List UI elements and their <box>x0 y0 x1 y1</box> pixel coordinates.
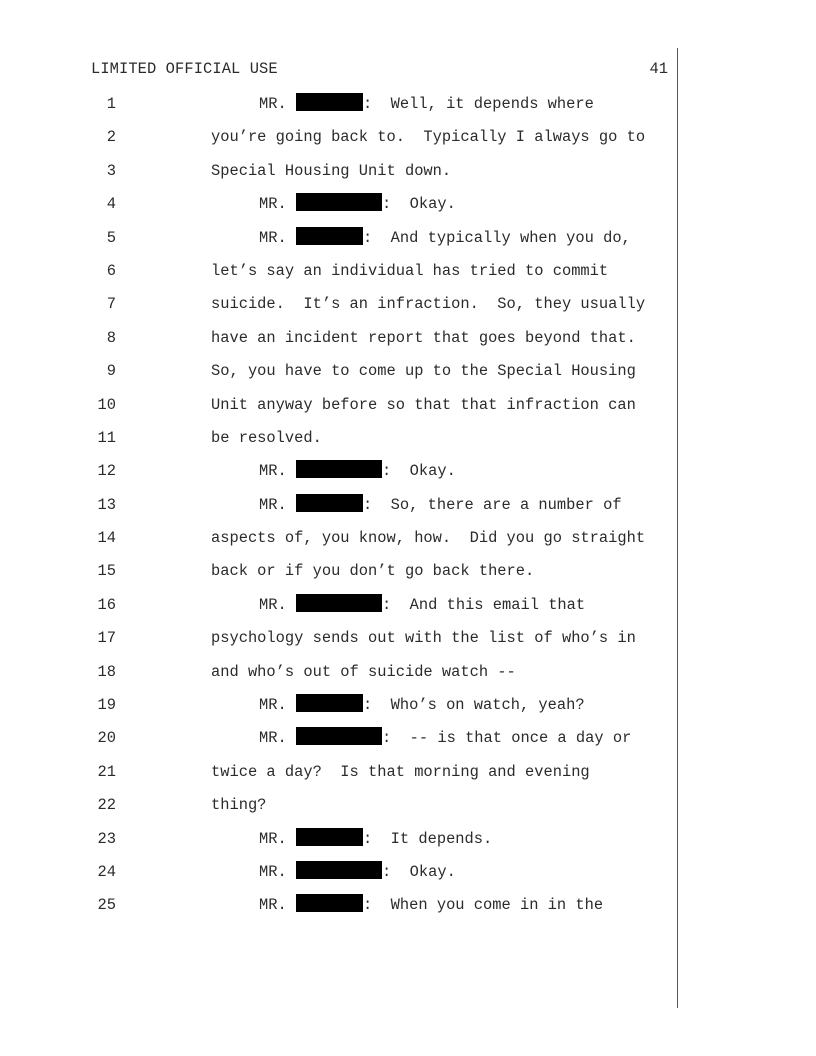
redacted-name <box>296 861 382 879</box>
transcript-line <box>0 660 676 693</box>
spoken-text: : And typically when you do, <box>362 228 631 247</box>
line-number: 2 <box>106 128 116 147</box>
spoken-text: be resolved. <box>211 428 322 447</box>
line-text <box>211 125 645 149</box>
speaker-prefix: MR. <box>259 696 296 715</box>
line-number: 17 <box>97 629 116 648</box>
line-number: 22 <box>97 796 116 815</box>
line-number: 14 <box>97 529 116 548</box>
speaker-prefix: MR. <box>259 862 296 881</box>
transcript-body <box>0 92 676 927</box>
transcript-line <box>0 125 676 158</box>
speaker-prefix: MR. <box>259 829 296 848</box>
line-text <box>211 760 590 784</box>
spoken-text: Special Housing Unit down. <box>211 161 452 180</box>
transcript-line <box>0 626 676 659</box>
redacted-name <box>296 594 382 612</box>
line-number: 25 <box>97 896 116 915</box>
spoken-text: twice a day? Is that morning and evening <box>211 762 590 781</box>
speaker-line-text <box>259 192 456 216</box>
redacted-name <box>296 894 363 912</box>
line-number: 7 <box>106 295 116 314</box>
transcript-line <box>0 192 676 225</box>
transcript-line <box>0 359 676 392</box>
line-text <box>211 359 636 383</box>
line-text <box>211 660 516 684</box>
spoken-text: thing? <box>211 796 267 815</box>
speaker-line-text <box>259 493 622 517</box>
transcript-line <box>0 493 676 526</box>
transcript-line <box>0 292 676 325</box>
right-margin-rule <box>677 48 678 1008</box>
line-text <box>211 626 636 650</box>
spoken-text: aspects of, you know, how. Did you go straight <box>211 529 646 548</box>
speaker-prefix: MR. <box>259 495 296 514</box>
line-number: 11 <box>97 428 116 447</box>
speaker-line-text <box>259 893 603 917</box>
line-text <box>211 426 322 450</box>
spoken-text: So, you have to come up to the Special Housing <box>211 362 636 381</box>
spoken-text: : Okay. <box>381 862 456 881</box>
speaker-line-text <box>259 226 631 250</box>
speaker-line-text <box>259 92 594 116</box>
spoken-text: : So, there are a number of <box>362 495 622 514</box>
page-number: 41 <box>649 60 668 78</box>
line-number: 3 <box>106 161 116 180</box>
transcript-line <box>0 159 676 192</box>
transcript-line <box>0 760 676 793</box>
spoken-text: : -- is that once a day or <box>381 729 632 748</box>
line-number: 8 <box>106 328 116 347</box>
transcript-line <box>0 726 676 759</box>
speaker-line-text <box>259 860 456 884</box>
speaker-line-text <box>259 726 631 750</box>
speaker-prefix: MR. <box>259 896 296 915</box>
spoken-text: back or if you don’t go back there. <box>211 562 535 581</box>
speaker-line-text <box>259 593 585 617</box>
redacted-name <box>296 694 363 712</box>
transcript-line <box>0 559 676 592</box>
redacted-name <box>296 494 363 512</box>
spoken-text: : Who’s on watch, yeah? <box>362 696 585 715</box>
transcript-line <box>0 393 676 426</box>
spoken-text: let’s say an individual has tried to commit <box>211 261 609 280</box>
redacted-name <box>296 460 382 478</box>
speaker-prefix: MR. <box>259 195 296 214</box>
spoken-text: : Well, it depends where <box>362 95 594 113</box>
transcript-line <box>0 526 676 559</box>
transcript-line <box>0 860 676 893</box>
line-number: 9 <box>106 362 116 381</box>
speaker-prefix: MR. <box>259 95 296 113</box>
transcript-line <box>0 226 676 259</box>
speaker-prefix: MR. <box>259 462 296 481</box>
line-number: 15 <box>97 562 116 581</box>
spoken-text: : Okay. <box>381 462 456 481</box>
line-number: 24 <box>97 862 116 881</box>
spoken-text: you’re going back to. Typically I always go to <box>211 128 646 147</box>
transcript-line <box>0 326 676 359</box>
line-number: 1 <box>106 95 116 113</box>
line-text <box>211 326 636 350</box>
page-header <box>91 60 668 80</box>
spoken-text: : Okay. <box>381 195 456 214</box>
line-number: 13 <box>97 495 116 514</box>
line-number: 4 <box>106 195 116 214</box>
transcript-line <box>0 893 676 926</box>
spoken-text: psychology sends out with the list of who’s in <box>211 629 636 648</box>
transcript-line <box>0 827 676 860</box>
transcript-line <box>0 693 676 726</box>
line-text <box>211 559 534 583</box>
line-number: 18 <box>97 662 116 681</box>
speaker-prefix: MR. <box>259 228 296 247</box>
line-text <box>211 159 451 183</box>
speaker-prefix: MR. <box>259 595 296 614</box>
line-number: 21 <box>97 762 116 781</box>
line-text <box>211 393 636 417</box>
speaker-line-text <box>259 693 585 717</box>
line-text <box>211 292 645 316</box>
redacted-name <box>296 828 363 846</box>
transcript-line <box>0 593 676 626</box>
line-text <box>211 259 608 283</box>
line-number: 10 <box>97 395 116 414</box>
speaker-line-text <box>259 459 456 483</box>
transcript-line <box>0 459 676 492</box>
line-number: 23 <box>97 829 116 848</box>
classification-marking: LIMITED OFFICIAL USE <box>91 60 278 78</box>
line-number: 6 <box>106 261 116 280</box>
spoken-text: : When you come in in the <box>362 896 604 915</box>
redacted-name <box>296 93 363 111</box>
line-text <box>211 526 645 550</box>
spoken-text: and who’s out of suicide watch -- <box>211 662 516 681</box>
line-number: 12 <box>97 462 116 481</box>
spoken-text: have an incident report that goes beyond that. <box>211 328 636 347</box>
line-number: 20 <box>97 729 116 748</box>
redacted-name <box>296 227 363 245</box>
line-text <box>211 793 266 817</box>
transcript-line <box>0 793 676 826</box>
redacted-name <box>296 193 382 211</box>
transcript-line <box>0 259 676 292</box>
line-number: 5 <box>106 228 116 247</box>
line-number: 19 <box>97 696 116 715</box>
spoken-text: : And this email that <box>381 595 586 614</box>
speaker-line-text <box>259 827 492 851</box>
spoken-text: : It depends. <box>362 829 493 848</box>
transcript-line <box>0 92 676 125</box>
spoken-text: suicide. It’s an infraction. So, they usually <box>211 295 646 314</box>
redacted-name <box>296 727 382 745</box>
spoken-text: Unit anyway before so that that infraction can <box>211 395 636 414</box>
transcript-line <box>0 426 676 459</box>
line-number: 16 <box>97 595 116 614</box>
speaker-prefix: MR. <box>259 729 296 748</box>
